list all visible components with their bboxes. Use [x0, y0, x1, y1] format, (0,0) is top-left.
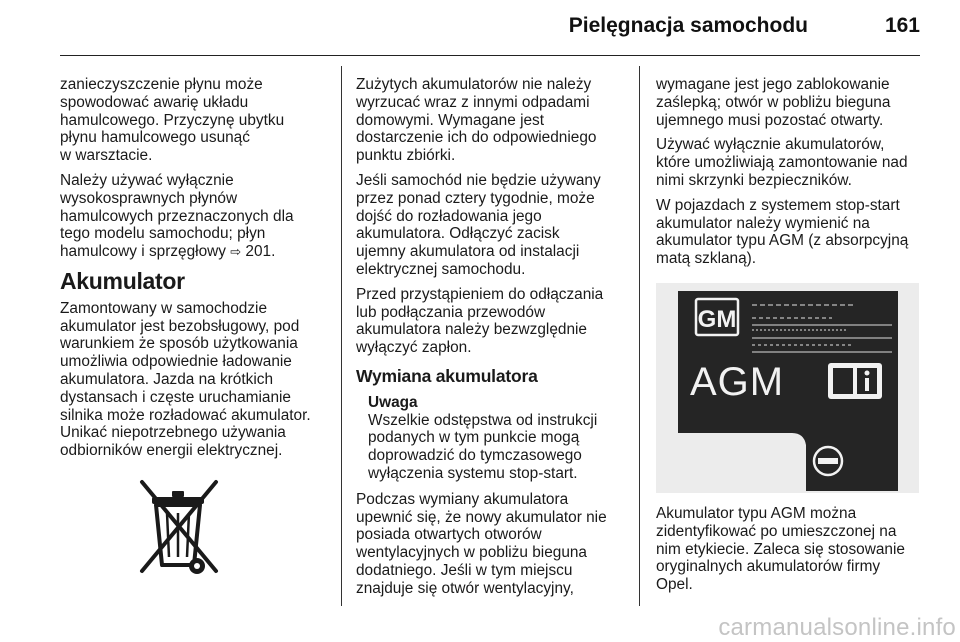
text-line: przez ponad cztery tygodnie, może	[356, 189, 595, 207]
paragraph	[356, 286, 626, 357]
column-1	[60, 76, 328, 579]
text-line: elektrycznej samochodu.	[356, 260, 526, 278]
text-line: Zużytych akumulatorów nie należy	[356, 76, 592, 93]
text-line: ujemny akumulatora od instalacji	[356, 243, 580, 261]
text-line: tego modelu samochodu; płyn	[60, 225, 266, 243]
text-line: wentylacyjnych w pobliżu bieguna	[356, 544, 587, 562]
text-line: doprowadzić do tymczasowego	[368, 447, 582, 465]
text-line: domowymi. Wymagane jest	[356, 111, 545, 129]
text-line: upewnić się, że nowy akumulator nie	[356, 508, 607, 526]
text-line: Używać wyłącznie akumulatorów,	[656, 136, 885, 154]
text-line: Jeśli samochód nie będzie używany	[356, 171, 601, 189]
agm-type-text: AGM	[690, 359, 785, 404]
text-fragment: hamulcowy i sprzęgłowy	[60, 243, 226, 261]
text-line: wysokosprawnych płynów	[60, 189, 238, 207]
note-title: Uwaga	[368, 393, 418, 411]
text-line: dojść do rozładowania jego	[356, 207, 542, 225]
column-divider	[639, 66, 640, 606]
text-line: odbiorników energii elektrycznej.	[60, 442, 283, 460]
paragraph	[60, 172, 328, 261]
paragraph	[356, 76, 626, 165]
page-reference-arrow-icon[interactable]: ⇨	[230, 244, 242, 260]
text-line: Wszelkie odstępstwa od instrukcji	[368, 411, 598, 429]
text-line: zidentyfikować po umieszczonej na	[656, 522, 897, 540]
text-line: posiada otwartych otworów	[356, 526, 542, 544]
text-line: matą szklaną).	[656, 250, 757, 268]
page-reference-link[interactable]: 201.	[245, 243, 276, 261]
column-2	[356, 76, 626, 605]
paragraph	[60, 76, 328, 165]
subsection-heading-wymiana: Wymiana akumulatora	[356, 365, 538, 386]
text-line: wyłączenia systemu stop-start.	[368, 464, 578, 482]
text-line: akumulatora. Odłączyć zacisk	[356, 225, 560, 243]
crossed-out-bin-icon	[134, 479, 224, 579]
text-line: dodatniego. Jeśli w tym miejscu	[356, 561, 573, 579]
agm-battery-label-photo	[656, 283, 919, 493]
paragraph	[656, 505, 928, 594]
paragraph	[656, 76, 928, 129]
text-line: warunkiem że sposób użytkowania	[60, 335, 298, 353]
gm-logo: GM	[697, 305, 737, 333]
text-line: Podczas wymiany akumulatora	[356, 490, 569, 508]
text-line: oryginalnych akumulatorów firmy	[656, 558, 881, 576]
text-line: w warsztacie.	[60, 147, 153, 165]
text-line: dystansach i częste uruchamianie	[60, 388, 291, 406]
text-line: silnika może rozładować akumulator.	[60, 406, 311, 424]
text-line: punktu zbiórki.	[356, 147, 456, 165]
text-line: dostarczenie ich do odpowiedniego	[356, 129, 597, 147]
manual-book-icon	[828, 363, 882, 399]
text-line: Przed przystąpieniem do odłączania	[356, 285, 604, 303]
paragraph	[60, 300, 328, 460]
text-line: wymagane jest jego zablokowanie	[656, 76, 890, 93]
text-line: Opel.	[656, 576, 693, 594]
text-line: Unikać niepotrzebnego używania	[60, 424, 286, 442]
paragraph	[656, 197, 928, 268]
paragraph	[656, 136, 928, 189]
column-3	[656, 76, 928, 601]
text-line: znajduje się otwór wentylacyjny,	[356, 579, 574, 597]
text-line: wyrzucać wraz z innymi odpadami	[356, 93, 590, 111]
text-line: hamulcowych przeznaczonych dla	[60, 207, 294, 225]
text-line: umożliwia odpowiednie ładowanie	[60, 353, 292, 371]
text-line: hamulcowego. Przyczynę ubytku	[60, 111, 285, 129]
column-divider	[341, 66, 342, 606]
section-heading-akumulator: Akumulator	[60, 267, 185, 294]
watermark: carmanualsonline.info	[718, 614, 956, 641]
text-line: akumulator typu AGM (z absorpcyjną	[656, 232, 909, 250]
running-header-title: Pielęgnacja samochodu	[568, 14, 808, 37]
text-line: akumulatora należy bezwzględnie	[356, 321, 587, 339]
text-line: Zamontowany w samochodzie	[60, 299, 268, 317]
text-line: nim etykiecie. Zaleca się stosowanie	[656, 540, 905, 558]
text-line: płynu hamulcowego usunąć	[60, 129, 250, 147]
text-line: zanieczyszczenie płynu może	[60, 76, 263, 93]
text-line: Akumulator typu AGM można	[656, 504, 857, 522]
text-line: nimi skrzynki bezpieczników.	[656, 171, 852, 189]
text-line	[60, 243, 328, 261]
text-line: Należy używać wyłącznie	[60, 171, 234, 189]
text-line: akumulatora. Jazda na krótkich	[60, 370, 274, 388]
text-line: wyłączyć zapłon.	[356, 339, 472, 357]
text-line: akumulator należy wymienić na	[656, 214, 870, 232]
page-number: 161	[884, 14, 920, 37]
text-line: spowodować awarię układu	[60, 93, 249, 111]
note-box	[368, 394, 626, 483]
text-line: podanych w tym punkcie mogą	[368, 429, 580, 447]
paragraph	[356, 491, 626, 598]
text-line: ujemnego musi pozostać otwarty.	[656, 111, 884, 129]
text-line: akumulator jest bezobsługowy, pod	[60, 317, 300, 335]
paragraph	[356, 172, 626, 279]
text-line: lub podłączania przewodów	[356, 303, 546, 321]
header-divider	[60, 55, 920, 56]
text-line: zaślepką; otwór w pobliżu bieguna	[656, 93, 891, 111]
text-line: W pojazdach z systemem stop-start	[656, 196, 900, 214]
text-line: które umożliwiają zamontowanie nad	[656, 154, 908, 172]
